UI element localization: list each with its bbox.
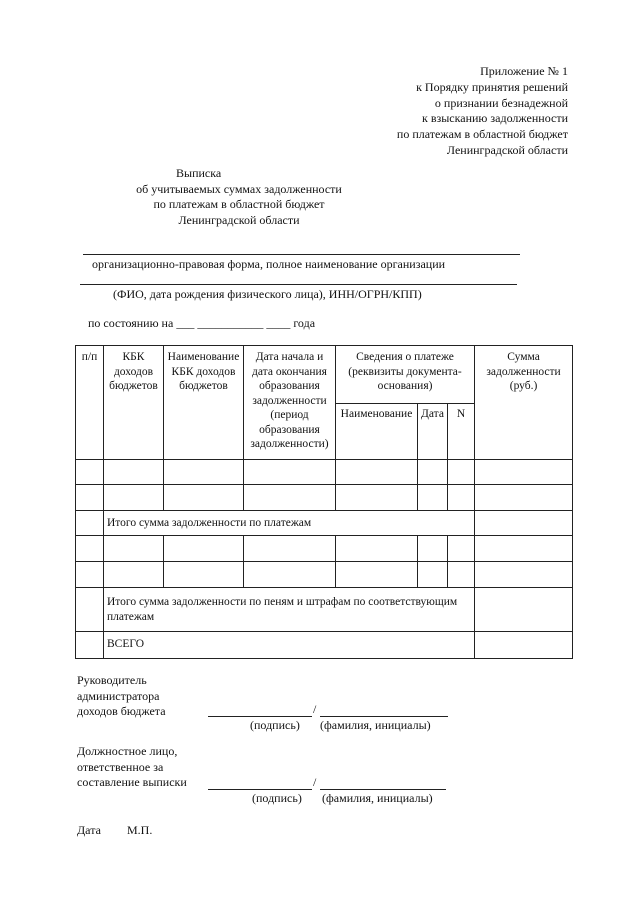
header-doc-date: Дата	[418, 404, 448, 460]
table-row	[76, 460, 573, 485]
header-doc-name: Наименование	[336, 404, 418, 460]
head-signature-label: Руководитель администратора доходов бюджета	[77, 673, 166, 718]
table-row	[76, 485, 573, 511]
table-header-row	[76, 346, 573, 404]
header-payment-info: Сведения о платеже (реквизиты документа-основания)	[336, 346, 475, 404]
appendix-line: по платежам в областной бюджет	[396, 127, 568, 142]
appendix-header	[397, 64, 568, 159]
title-line: Выписка	[176, 166, 222, 180]
appendix-line: к взысканию задолженности	[421, 111, 568, 126]
header-dates: Дата начала и дата окончания образования задолженности (период образования задолженности)	[244, 346, 336, 460]
head-name-caption: (фамилия, инициалы)	[320, 718, 431, 732]
grand-total-amount[interactable]	[475, 632, 573, 659]
head-slash: /	[313, 702, 317, 716]
header-amount: Сумма задолженности (руб.)	[475, 346, 573, 460]
head-signature-line[interactable]	[208, 716, 312, 717]
as-of-prefix: по состоянию на	[88, 316, 174, 330]
as-of-day-blank[interactable]: ___	[176, 316, 195, 330]
grand-total-row	[76, 632, 573, 659]
total-payments-row	[76, 511, 573, 536]
official-name-caption: (фамилия, инициалы)	[322, 791, 433, 805]
debt-table	[75, 345, 573, 659]
head-name-line[interactable]	[320, 716, 448, 717]
title-line: Ленинградской области	[178, 212, 300, 227]
person-line[interactable]	[80, 284, 517, 285]
table-row	[76, 562, 573, 588]
org-caption: организационно-правовая форма, полное наименование организации	[92, 257, 446, 271]
header-num: п/п	[76, 346, 104, 460]
appendix-line: о признании безнадежной	[434, 95, 568, 110]
stamp-label: М.П.	[127, 823, 153, 837]
official-sign-caption: (подпись)	[252, 791, 302, 805]
title-line: по платежам в областной бюджет	[153, 197, 325, 211]
head-sign-caption: (подпись)	[250, 718, 300, 732]
appendix-line: Приложение № 1	[480, 64, 568, 78]
total-payments-label: Итого сумма задолженности по платежам	[104, 511, 475, 536]
appendix-line: к Порядку принятия решений	[416, 79, 568, 94]
header-doc-number: N	[448, 404, 475, 460]
total-penalties-row	[76, 588, 573, 632]
as-of-suffix: года	[293, 316, 316, 330]
official-name-line[interactable]	[320, 789, 446, 790]
as-of-year-blank[interactable]: ____	[266, 316, 291, 330]
table-row	[76, 536, 573, 562]
appendix-line: Ленинградской области	[446, 142, 568, 157]
person-caption: (ФИО, дата рождения физического лица), ИНН/ОГРН/КПП)	[113, 287, 422, 301]
header-kbk: КБК доходов бюджетов	[104, 346, 164, 460]
grand-total-label: ВСЕГО	[104, 632, 475, 659]
as-of-month-blank[interactable]: ___________	[197, 316, 264, 330]
as-of-date	[88, 316, 315, 331]
official-signature-line[interactable]	[208, 789, 312, 790]
title-line: об учитываемых суммах задолженности	[136, 181, 342, 196]
official-signature-label: Должностное лицо, ответственное за составление выписки	[77, 744, 187, 789]
date-label: Дата	[77, 823, 101, 837]
total-penalties-amount[interactable]	[475, 588, 573, 632]
org-name-line[interactable]	[83, 254, 520, 255]
document-title	[134, 166, 344, 228]
total-penalties-label: Итого сумма задолженности по пеням и штрафам по соответствующим платежам	[104, 588, 475, 632]
total-payments-amount[interactable]	[475, 511, 573, 536]
header-kbk-name: Наименование КБК доходов бюджетов	[164, 346, 244, 460]
official-slash: /	[313, 775, 317, 789]
